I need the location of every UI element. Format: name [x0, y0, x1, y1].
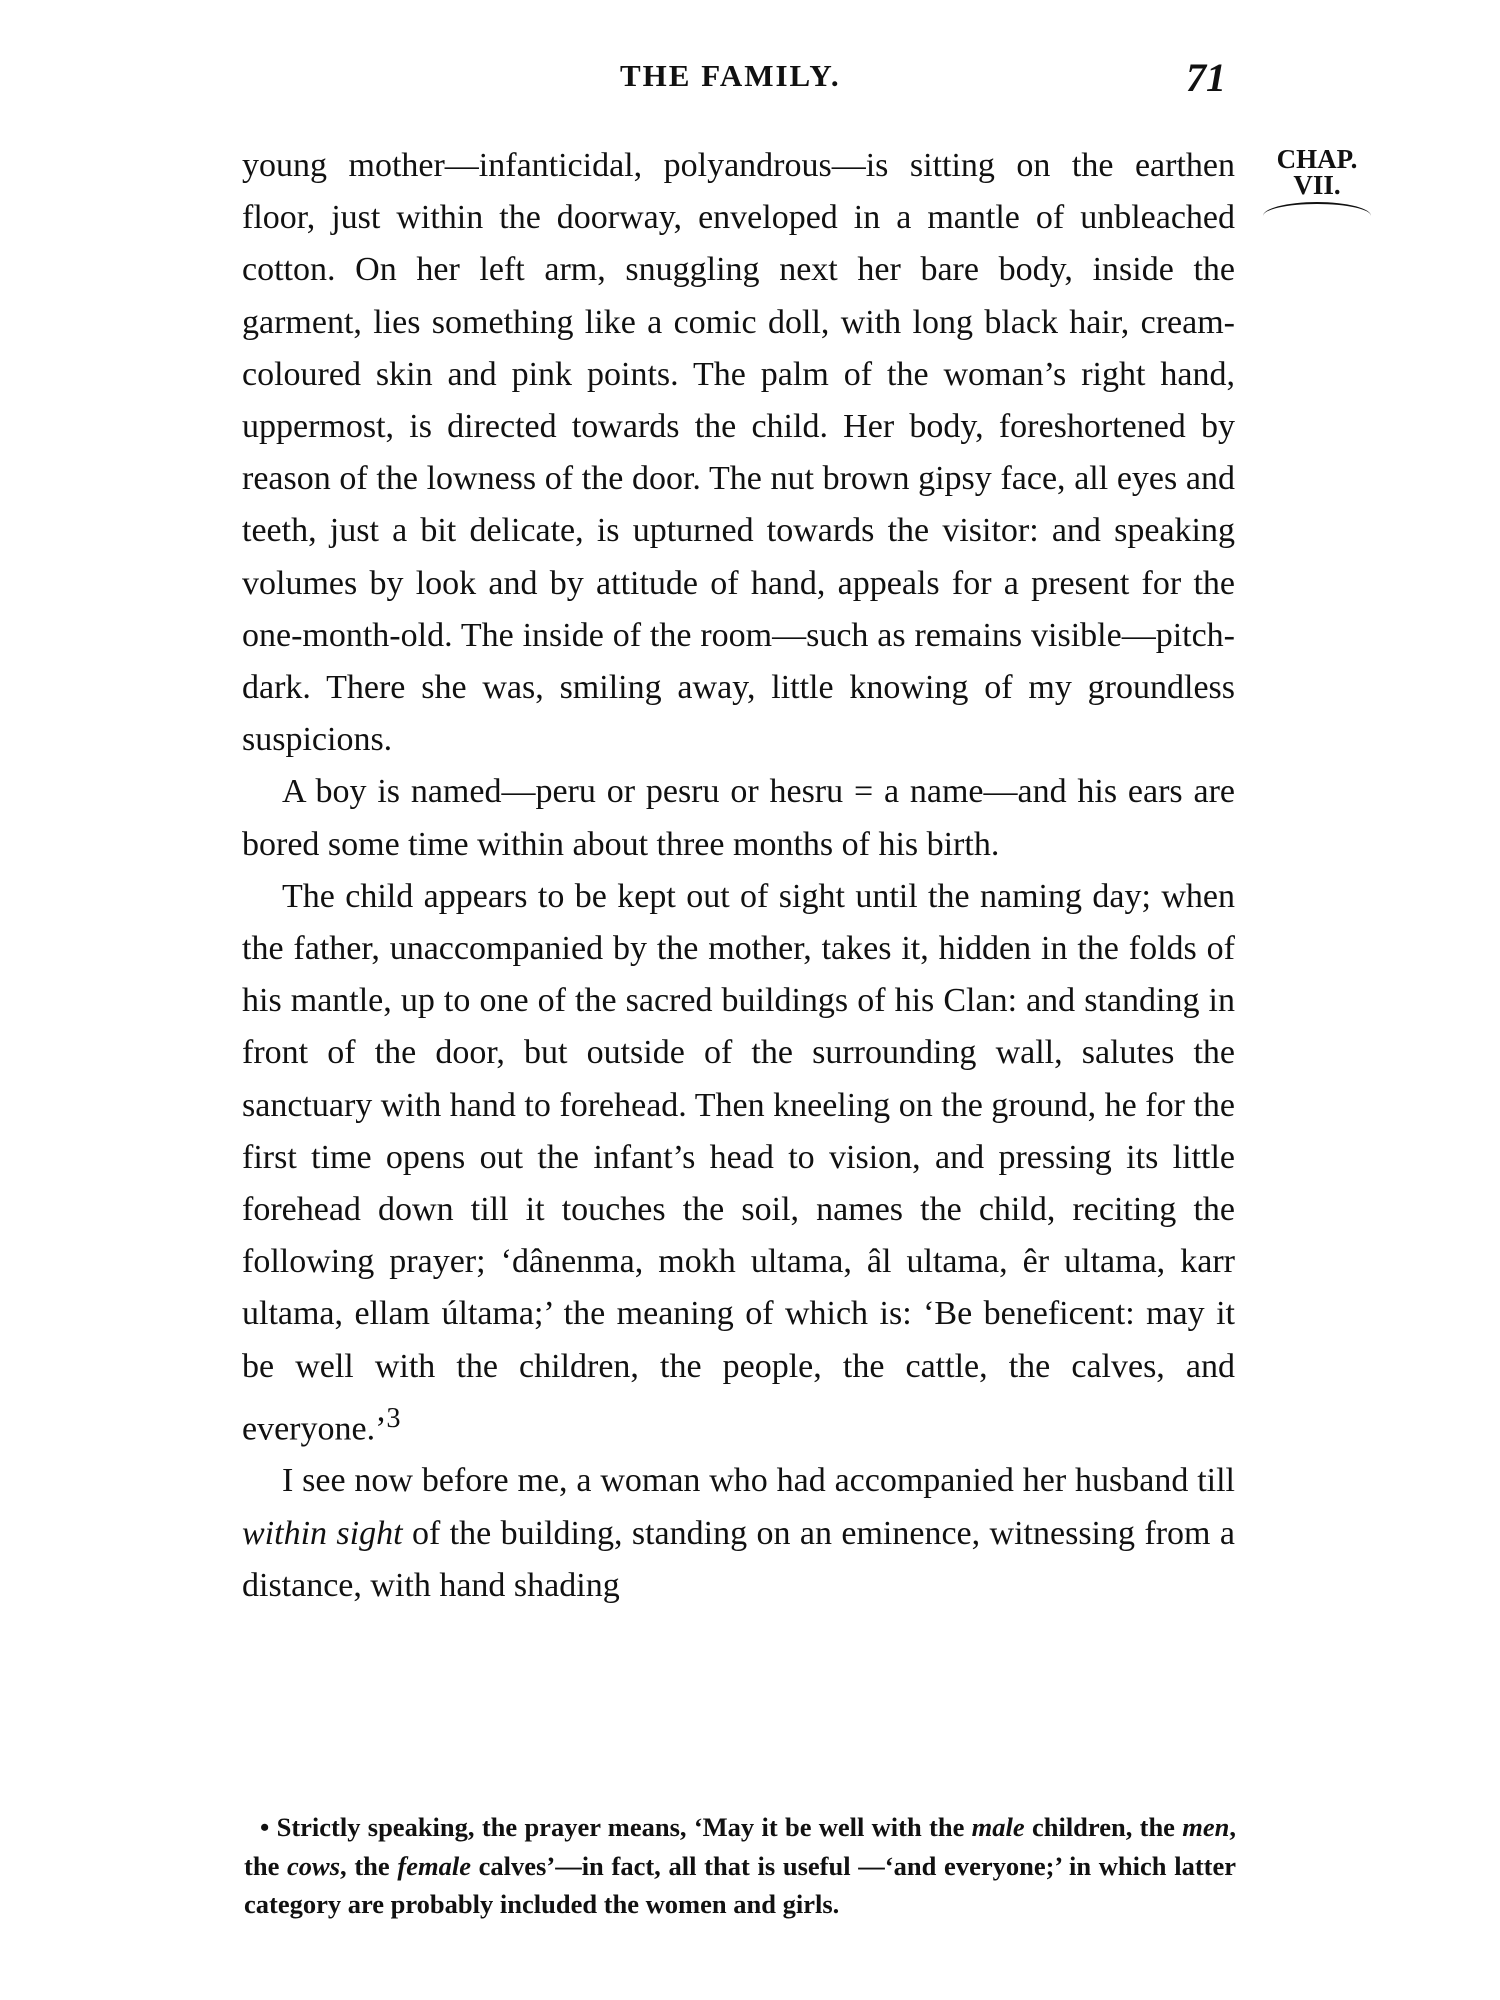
- footnote-text-1: Strictly speaking, the prayer means, ‘May it be well with the: [269, 1812, 972, 1842]
- footnote-italic-1: male: [971, 1812, 1025, 1842]
- footnote-text-3: , the: [244, 1812, 1236, 1881]
- paragraph-4-text-after: of the building, standing on an eminence, witnessing from a distance, with hand shading: [242, 1514, 1235, 1604]
- paragraph-2: A boy is named—peru or pesru or hesru = a name—and his ears are bored some time within about three months of his birth.: [242, 773, 1235, 863]
- body-text: [242, 140, 1235, 1612]
- paragraph-1: young mother—infanticidal, polyandrous—is sitting on the earthen floor, just within the doorway, enveloped in a mantle of unbleached cotton. On her left arm, snuggling next her bare body, inside the garment, lies something like a comic doll, with long black hair, cream-coloured skin and pink points. The palm of the woman’s right hand, uppermost, is directed towards the child. Her body, foreshortened by reason of the lowness of the door. The nut brown gipsy face, all eyes and teeth, just a bit delicate, is upturned towards the visitor: and speaking volumes by look and by attitude of hand, appeals for a present for the one-month-old. The inside of the room—such as remains visible—pitch-dark. There she was, smiling away, little knowing of my groundless suspicions.: [242, 147, 1235, 759]
- footnote-text-5: calves’—in fact, all that is useful —‘and everyone;’ in which latter category are probably included the women and girls.: [244, 1850, 1236, 1919]
- paragraph-4-text-before: I see now before me, a woman who had accompanied her husband till: [282, 1462, 1235, 1500]
- chapter-label: CHAP.: [1276, 144, 1358, 174]
- chapter-title: THE FAMILY.: [620, 58, 841, 93]
- paragraph-4-italic: within sight: [242, 1514, 403, 1552]
- footnote: [244, 1808, 1236, 1924]
- footnote-text-2: children, the: [1024, 1812, 1183, 1842]
- footnote-reference[interactable]: 3: [386, 1402, 401, 1434]
- footnote-marker: •: [260, 1812, 270, 1842]
- running-head: [0, 55, 1500, 108]
- chapter-margin-note: [1262, 146, 1372, 216]
- footnote-italic-2: men: [1182, 1812, 1230, 1842]
- paragraph-3-text: The child appears to be kept out of sight until the naming day; when the father, unaccompanied by the mother, takes it, hidden in the folds of his mantle, up to one of the sacred buildings of his Clan: and standing in front of the door, but outside of the surrounding wall, salutes the sanctuary with hand to forehead. Then kneeling on the ground, he for the first time opens out the infant’s head to vision, and pressing its little forehead down till it touches the soil, names the child, reciting the following prayer; ‘dânenma, mokh ultama, âl ultama, êr ultama, karr ultama, ellam últama;’ the meaning of which is: ‘Be beneficent: may it be well with the children, the people, the cattle, the calves, and everyone.’: [242, 877, 1235, 1448]
- chapter-number: VII.: [1293, 170, 1341, 200]
- margin-brace: [1263, 202, 1371, 216]
- page-number: 71: [1186, 55, 1226, 100]
- footnotes: [244, 1808, 1236, 1924]
- footnote-italic-3: cows: [287, 1850, 341, 1881]
- paragraph-3: [242, 871, 1235, 1456]
- footnote-text-4: , the: [340, 1850, 398, 1881]
- paragraph-4: [242, 1455, 1235, 1612]
- footnote-italic-4: female: [397, 1850, 471, 1881]
